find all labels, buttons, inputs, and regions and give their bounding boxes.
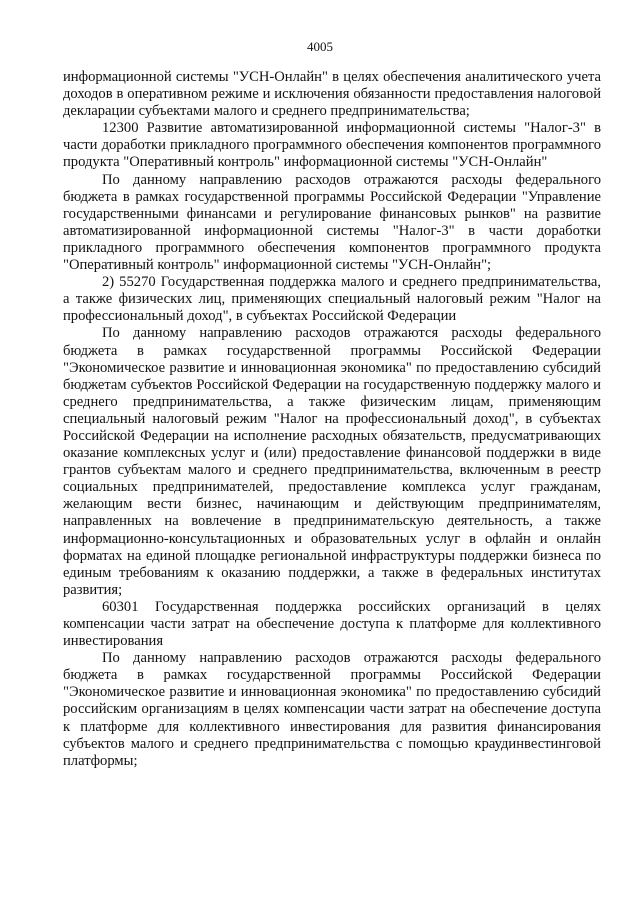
paragraph: 60301 Государственная поддержка российских организаций в целях компенсации части затрат на обеспечение доступа к платформе для коллективного инвестирования — [63, 598, 601, 650]
paragraph: 12300 Развитие автоматизированной информационной системы "Налог-3" в части доработки прикладного программного обеспечения компонентов программного продукта "Оперативный контроль" информационной системы "УСН-Онлайн" — [63, 120, 601, 171]
paragraph: 2) 55270 Государственная поддержка малого и среднего предпринимательства, а также физических лиц, применяющих специальный налоговый режим "Налог на профессиональный доход", в субъектах Российской Федерации — [63, 274, 601, 325]
page-number: 4005 — [307, 39, 333, 54]
paragraph: информационной системы "УСН-Онлайн" в целях обеспечения аналитического учета доходов в оперативном режиме и исключения обязанности предоставления налоговой декларации субъектами малого и среднего предпринимательства; — [63, 69, 601, 120]
paragraph: По данному направлению расходов отражаются расходы федерального бюджета в рамках государственной программы Российской Федерации "Экономическое развитие и инновационная экономика" по предоставлению субсидий российским организациям в целях компенсации части затрат на обеспечение доступа к платформе для коллективного инвестирования для развития финансирования субъектов малого и среднего предпринимательства с помощью краудинвестинговой платформы; — [63, 650, 601, 769]
paragraph: По данному направлению расходов отражаются расходы федерального бюджета в рамках государственной программы Российской Федерации "Экономическое развитие и инновационная экономика" по предоставлению субсидий бюджетам субъектов Российской Федерации на государственную поддержку малого и среднего предпринимательства, а также физическим лицам, применяющим специальный налоговый режим "Налог на профессиональный доход", в субъектах Российской Федерации на исполнение расходных обязательств, предусматривающих оказание комплексных услуг и (или) предоставление финансовой поддержки в виде грантов субъектам малого и среднего предпринимательства, включенным в реестр социальных предпринимателей, предоставление комплекса услуг гражданам, желающим вести бизнес, начинающим и действующим предпринимателям, направленных на вовлечение в предпринимательскую деятельность, а также информационно-консультационных и образовательных услуг в офлайн и онлайн форматах на единой площадке региональной инфраструктуры поддержки бизнеса по единым требованиям к оказанию поддержки, а также в федеральных институтах развития; — [63, 325, 601, 598]
paragraph: По данному направлению расходов отражаются расходы федерального бюджета в рамках государственной программы Российской Федерации "Управление государственными финансами и регулирование финансовых рынков" на развитие автоматизированной информационной системы "Налог-3" в части доработки прикладного программного обеспечения компонентов программного продукта "Оперативный контроль" информационной системы "УСН-Онлайн"; — [63, 171, 601, 274]
document-body — [63, 69, 601, 770]
